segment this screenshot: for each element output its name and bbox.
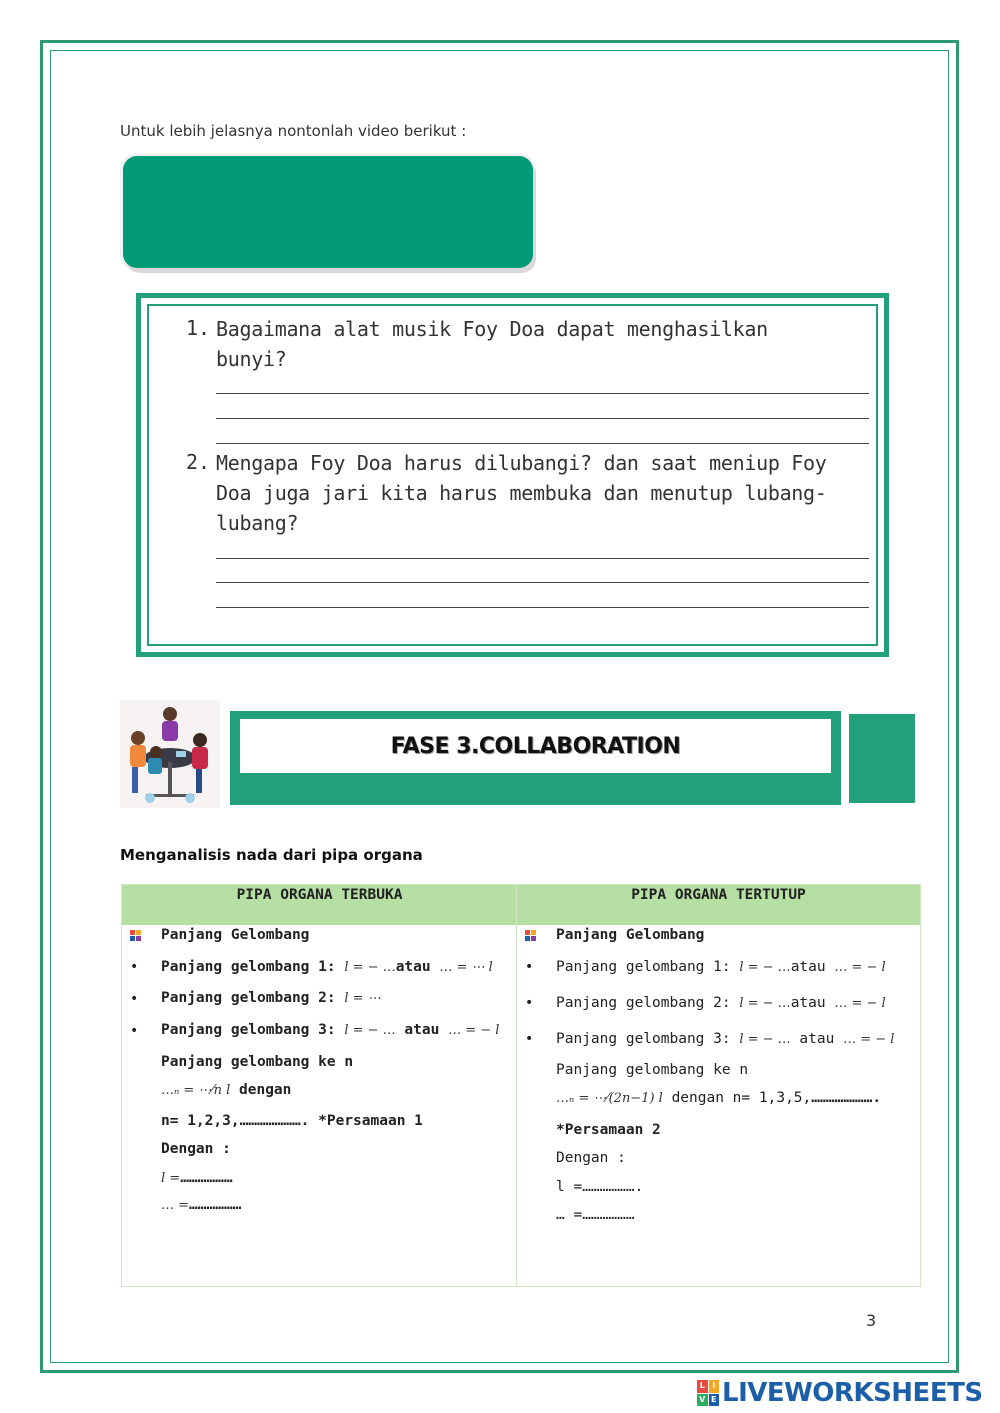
question-number-2: 2. [186, 450, 211, 474]
right-gel3-math-a: l = − … [739, 1032, 791, 1047]
left-dengan-label: Dengan : [161, 1141, 231, 1157]
phase-banner [230, 711, 841, 805]
right-persamaan: *Persamaan 2 [556, 1122, 661, 1138]
logo-letter-l: L [697, 1380, 708, 1393]
left-ke-n: Panjang gelombang ke n [161, 1054, 354, 1070]
right-gel1-math-a: l = − … [739, 960, 791, 975]
left-gel3-atau: atau [404, 1022, 440, 1038]
table-header-open-pipe: PIPA ORGANA TERBUKA [122, 885, 517, 925]
answer-line-1c[interactable] [216, 443, 869, 444]
bullet-dot: • [525, 995, 534, 1011]
left-n-values-text: n= 1,2,3,…………………. [161, 1113, 310, 1129]
question-1-line-2: bunyi? [216, 347, 287, 371]
logo-letter-i: I [709, 1380, 720, 1393]
left-persamaan: *Persamaan 1 [318, 1113, 423, 1129]
question-2-line-1: Mengapa Foy Doa harus dilubangi? dan saat meniup Foy [216, 451, 827, 475]
question-text-1 [216, 314, 856, 374]
bullet-dot: • [525, 959, 534, 975]
left-gel1-label: Panjang gelombang 1: [161, 959, 336, 975]
diamond-bullet-icon [525, 930, 537, 942]
right-gel1-label: Panjang gelombang 1: [556, 959, 731, 975]
page-number: 3 [866, 1311, 877, 1330]
right-dengan-label: Dengan : [556, 1150, 626, 1166]
left-gel1-atau: atau [395, 959, 431, 975]
phase-title-box [238, 717, 833, 775]
logo-letter-e: E [709, 1394, 720, 1407]
right-gel3 [556, 1031, 894, 1047]
right-gel2 [556, 995, 886, 1011]
right-formula-math: …ₙ = ⋯⁄(2n−1) l [556, 1091, 663, 1106]
liveworksheets-logo-icon [697, 1380, 719, 1406]
left-heading: Panjang Gelombang [161, 927, 310, 943]
intro-text: Untuk lebih jelasnya nontonlah video berikut : [120, 122, 467, 140]
answer-line-2c[interactable] [216, 607, 869, 608]
phase-title: FASE 3.COLLABORATION [390, 733, 681, 759]
right-heading: Panjang Gelombang [556, 927, 705, 943]
right-gel2-math-b: … = − l [834, 996, 886, 1011]
left-formula [161, 1082, 291, 1098]
left-gel2 [161, 990, 381, 1006]
right-formula [556, 1090, 881, 1106]
question-2-line-2: Doa juga jari kita harus membuka dan menutup lubang- [216, 481, 827, 505]
liveworksheets-brand[interactable] [697, 1378, 983, 1408]
right-gel2-label: Panjang gelombang 2: [556, 995, 731, 1011]
question-1-line-1: Bagaimana alat musik Foy Doa dapat menghasilkan [216, 317, 768, 341]
table-header-closed-pipe: PIPA ORGANA TERTUTUP [517, 885, 920, 925]
question-number-1: 1. [186, 316, 211, 340]
bullet-dot: • [130, 959, 139, 975]
collaboration-illustration [120, 700, 220, 808]
right-gel2-atau: atau [790, 995, 826, 1011]
left-dots-def[interactable] [161, 1197, 241, 1213]
right-gel1-math-b: … = − l [834, 960, 886, 975]
right-ke-n: Panjang gelombang ke n [556, 1062, 749, 1078]
left-gel3-math-a: l = − … [344, 1023, 396, 1038]
bullet-dot: • [130, 991, 139, 1007]
left-gel2-label: Panjang gelombang 2: [161, 990, 336, 1006]
left-gel2-math: l = ⋯ [344, 991, 381, 1006]
left-n-values [161, 1113, 423, 1129]
bullet-dot: • [525, 1031, 534, 1047]
answer-line-1b[interactable] [216, 418, 869, 419]
right-gel1 [556, 959, 886, 975]
left-l-def-dots: ……………… [180, 1170, 233, 1186]
left-l-def[interactable] [161, 1170, 233, 1186]
left-gel1 [161, 959, 493, 975]
right-l-def[interactable]: l =………………. [556, 1179, 644, 1195]
right-gel2-math-a: l = − … [739, 996, 791, 1011]
answer-line-2b[interactable] [216, 582, 869, 583]
brand-name: LIVEWORKSHEETS [722, 1378, 983, 1408]
bullet-dot: • [130, 1023, 139, 1039]
right-dots-def[interactable]: … =……………… [556, 1207, 635, 1223]
right-formula-dengan: dengan n= 1,3,5, [671, 1090, 812, 1106]
left-gel3 [161, 1022, 499, 1038]
right-gel3-label: Panjang gelombang 3: [556, 1031, 731, 1047]
right-formula-dots: …………………. [811, 1090, 882, 1106]
left-dots-def-dots: ……………… [189, 1197, 242, 1213]
phase-side-block [849, 714, 915, 803]
left-gel3-math-b: … = − l [448, 1023, 500, 1038]
right-gel3-math-b: … = − l [843, 1032, 895, 1047]
comparison-table [121, 884, 921, 1287]
column-divider [516, 885, 517, 1286]
right-gel1-atau: atau [790, 959, 826, 975]
question-2-line-3: lubang? [216, 511, 299, 535]
logo-letter-v: V [697, 1394, 708, 1407]
question-text-2 [216, 448, 856, 538]
left-gel1-math-b: … = ⋯ l [439, 960, 493, 975]
left-dots-def-math: … = [161, 1198, 190, 1213]
left-gel3-label: Panjang gelombang 3: [161, 1022, 336, 1038]
left-gel1-math-a: l = − … [344, 960, 396, 975]
section-title: Menganalisis nada dari pipa organa [120, 846, 423, 864]
answer-line-1a[interactable] [216, 393, 869, 394]
video-embed[interactable] [123, 156, 533, 268]
right-gel3-atau: atau [799, 1031, 835, 1047]
left-formula-math: …ₙ = ⋯⁄n l [161, 1083, 231, 1098]
left-l-def-math: l = [161, 1171, 181, 1186]
left-formula-dengan: dengan [239, 1082, 292, 1098]
answer-line-2a[interactable] [216, 558, 869, 559]
diamond-bullet-icon [130, 930, 142, 942]
